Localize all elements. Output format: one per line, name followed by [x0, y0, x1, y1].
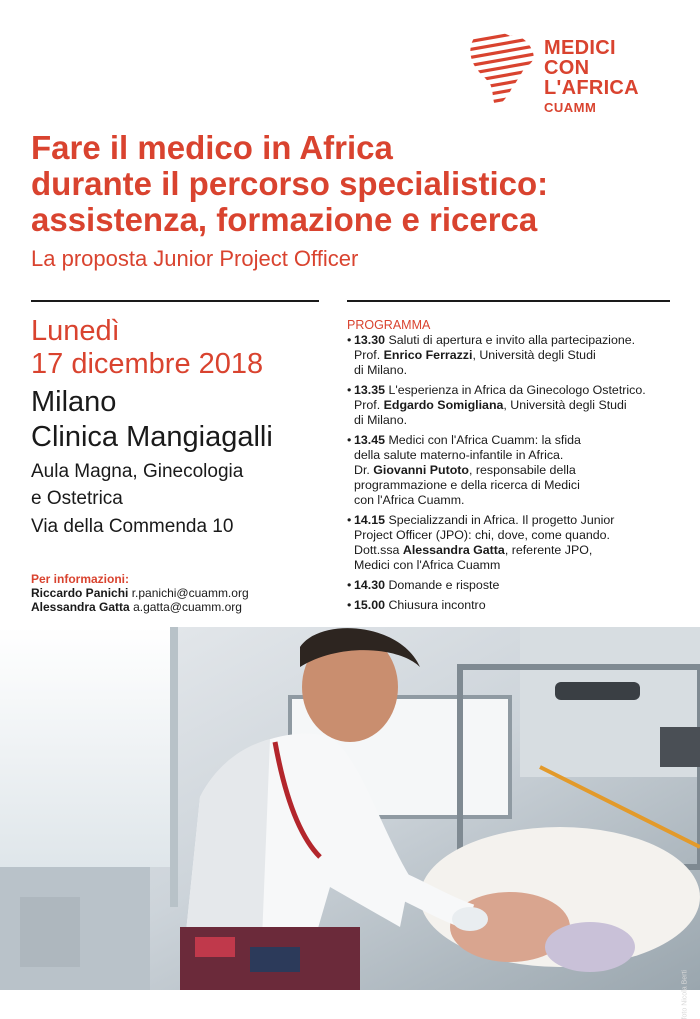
- program-heading: PROGRAMMA: [347, 318, 431, 332]
- event-room-line-1: Aula Magna, Ginecologia: [31, 461, 244, 482]
- program-text-cont: di Milano.: [354, 413, 408, 427]
- program-time: 14.30: [354, 578, 386, 592]
- program-item: [347, 578, 677, 593]
- speaker-title: Prof.: [354, 348, 384, 362]
- speaker-title: Dr.: [354, 463, 374, 477]
- speaker-name: Enrico Ferrazzi: [383, 348, 473, 362]
- program-text: Specializzandi in Africa. Il progetto Junior: [388, 513, 615, 527]
- divider-left: [31, 300, 319, 302]
- speaker-name: Edgardo Somigliana: [383, 398, 504, 412]
- logo-line-3: CUAMM: [544, 100, 597, 115]
- program-text-cont: con l'Africa Cuamm.: [354, 493, 465, 507]
- contact-email-link[interactable]: a.gatta@cuamm.org: [133, 600, 242, 614]
- event-day: Lunedì: [31, 315, 120, 347]
- africa-stripes-icon: [466, 28, 544, 108]
- divider-right: [347, 300, 670, 302]
- event-room-line-2: e Ostetrica: [31, 488, 123, 509]
- program-text: L'esperienza in Africa da Ginecologo Ostetrico.: [388, 383, 646, 397]
- program-item: [347, 598, 677, 613]
- program-item: [347, 513, 677, 573]
- program-text: Saluti di apertura e invito alla partecipazione.: [388, 333, 636, 347]
- event-city: Milano: [31, 386, 117, 418]
- logo-line-1: MEDICI: [544, 37, 616, 59]
- speaker-affiliation: , referente JPO,: [504, 543, 593, 557]
- program-time: 14.15: [354, 513, 386, 527]
- speaker-affiliation: , Università degli Studi: [472, 348, 596, 362]
- logo-line-2: CON L'AFRICA: [544, 57, 639, 99]
- photo-credit: foto Nicola Berti: [681, 970, 688, 1019]
- event-venue: Clinica Mangiagalli: [31, 421, 273, 453]
- logo-wordmark: [544, 38, 676, 114]
- contact-name: Riccardo Panichi: [31, 586, 129, 600]
- program-text-cont: di Milano.: [354, 363, 408, 377]
- bullet-icon: •: [347, 433, 352, 447]
- program-text-cont: Project Officer (JPO): chi, dove, come quando.: [354, 528, 610, 542]
- contact-row: [31, 586, 249, 600]
- speaker-name: Giovanni Putoto: [373, 463, 469, 477]
- program-section: [347, 318, 677, 618]
- speaker-affiliation: , Università degli Studi: [503, 398, 627, 412]
- program-time: 13.45: [354, 433, 386, 447]
- program-text-cont: Medici con l'Africa Cuamm: [354, 558, 501, 572]
- title-line-3: assistenza, formazione e ricerca: [31, 201, 538, 238]
- bullet-icon: •: [347, 383, 352, 397]
- program-time: 15.00: [354, 598, 386, 612]
- speaker-title: Prof.: [354, 398, 384, 412]
- page-subtitle: La proposta Junior Project Officer: [31, 246, 359, 271]
- program-text: Medici con l'Africa Cuamm: la sfida: [388, 433, 581, 447]
- title-line-1: Fare il medico in Africa: [31, 129, 393, 166]
- cuamm-logo: [466, 28, 676, 115]
- bullet-icon: •: [347, 333, 352, 347]
- event-address: Via della Commenda 10: [31, 516, 234, 537]
- neonatal-ward-photo: [0, 627, 700, 990]
- program-item: [347, 333, 677, 378]
- contact-row: [31, 600, 249, 614]
- program-time: 13.30: [354, 333, 386, 347]
- bullet-icon: •: [347, 598, 352, 612]
- contact-heading: Per informazioni:: [31, 572, 130, 586]
- program-text-cont: della salute materno-infantile in Africa.: [354, 448, 564, 462]
- program-text-cont: programmazione e della ricerca di Medici: [354, 478, 580, 492]
- event-date: 17 dicembre 2018: [31, 348, 264, 380]
- program-text: Domande e risposte: [388, 578, 500, 592]
- speaker-title: Dott.ssa: [354, 543, 403, 557]
- page-title: [31, 130, 671, 238]
- program-item: [347, 433, 677, 508]
- contact-email-link[interactable]: r.panichi@cuamm.org: [131, 586, 249, 600]
- speaker-name: Alessandra Gatta: [402, 543, 505, 557]
- contact-info: [31, 572, 249, 614]
- title-line-2: durante il percorso specialistico:: [31, 165, 549, 202]
- bullet-icon: •: [347, 578, 352, 592]
- speaker-affiliation: , responsabile della: [468, 463, 576, 477]
- bullet-icon: •: [347, 513, 352, 527]
- program-time: 13.35: [354, 383, 386, 397]
- hero-photo: [0, 627, 700, 1019]
- contact-name: Alessandra Gatta: [31, 600, 130, 614]
- program-text: Chiusura incontro: [388, 598, 486, 612]
- program-item: [347, 383, 677, 428]
